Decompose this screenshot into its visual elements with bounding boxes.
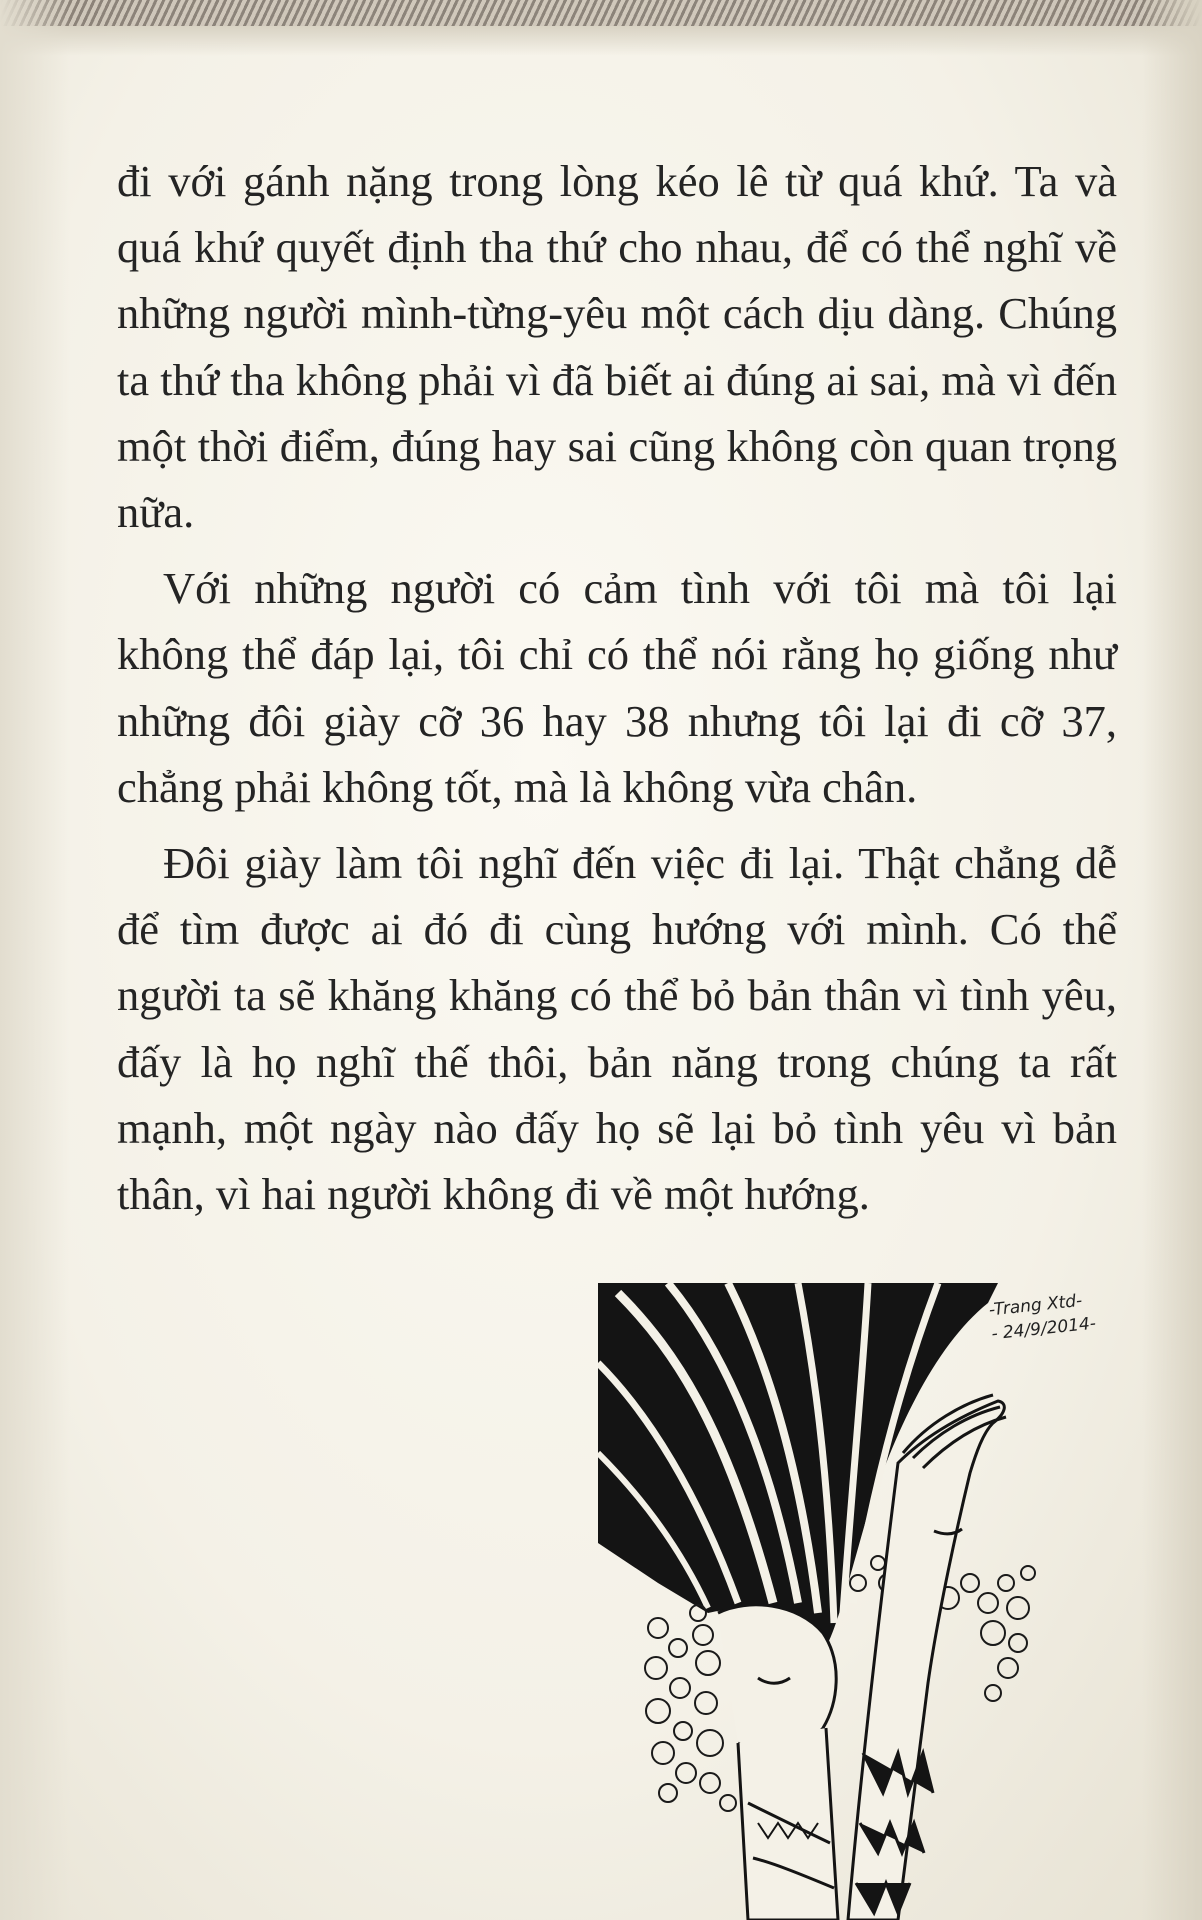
- figure-left-drawing: [718, 1605, 838, 1920]
- body-text: [117, 148, 1117, 1227]
- ink-illustration: [598, 1283, 1202, 1920]
- signature-name: -Trang Xtd-: [987, 1290, 1084, 1321]
- page-top-shadow: [0, 26, 1202, 56]
- signature-date: - 24/9/2014-: [990, 1313, 1097, 1345]
- page-stack-edge: [0, 0, 1202, 26]
- paragraph-3: Đôi giày làm tôi nghĩ đến việc đi lại. Thật chẳng dễ để tìm được ai đó đi cùng hướng với mình. Có thể người ta sẽ khăng khăng có thể bỏ bản thân vì tình yêu, đấy là họ nghĩ thế thôi, bản năng trong chúng ta rất mạnh, một ngày nào đấy họ sẽ lại bỏ tình yêu vì bản thân, vì hai người không đi về một hướng.: [117, 838, 1117, 1220]
- page-gutter-shadow: [0, 0, 70, 1920]
- paragraph-1: đi với gánh nặng trong lòng kéo lê từ quá khứ. Ta và quá khứ quyết định tha thứ cho nhau, để có thể nghĩ về những người mình-từng-yêu một cách dịu dàng. Chúng ta thứ tha không phải vì đã biết ai đúng ai sai, mà vì đến một thời điểm, đúng hay sai cũng không còn quan trọng nữa.: [117, 156, 1117, 538]
- paragraph-2: Với những người có cảm tình với tôi mà tôi lại không thể đáp lại, tôi chỉ có thể nói rằng họ giống như những đôi giày cỡ 36 hay 38 nhưng tôi lại đi cỡ 37, chẳng phải không tốt, mà là không vừa chân.: [117, 563, 1117, 812]
